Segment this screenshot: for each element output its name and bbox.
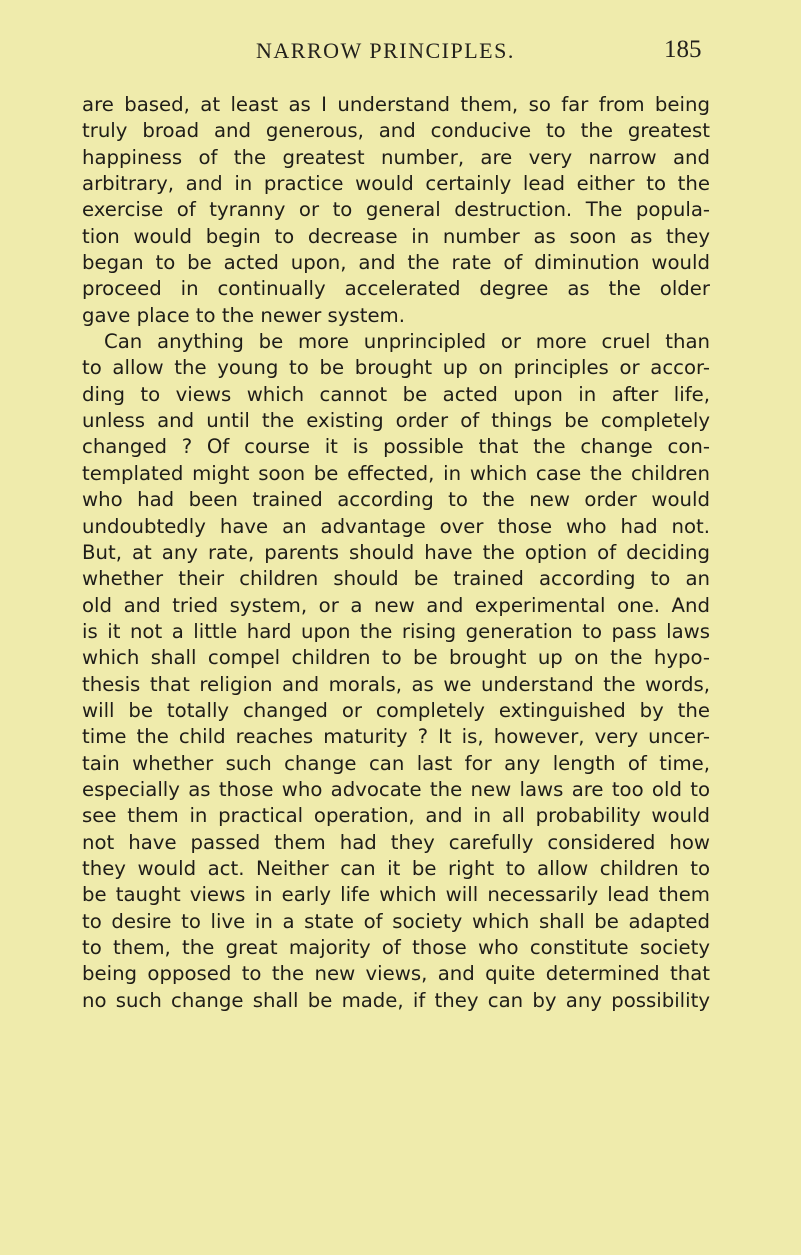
text-line: no such change shall be made, if they can by any possibility [82, 988, 710, 1012]
text-line: undoubtedly have an advantage over those who had not. [82, 514, 710, 538]
text-line: ding to views which cannot be acted upon in after life, [82, 382, 710, 406]
text-line: arbitrary, and in practice would certainly lead either to the [82, 172, 710, 196]
text-line: they would act. Neither can it be right to allow children to [82, 856, 710, 880]
text-line: But, at any rate, parents should have the option of deciding [82, 540, 710, 564]
text-line: Can anything be more unprincipled or more cruel than [104, 330, 710, 354]
text-line: thesis that religion and morals, as we understand the words, [82, 672, 710, 696]
text-line: templated might soon be effected, in which case the children [82, 461, 710, 485]
body-text [82, 92, 710, 1014]
text-line: is it not a little hard upon the rising generation to pass laws [82, 619, 710, 643]
text-line: gave place to the newer system. [82, 303, 405, 327]
text-line: will be totally changed or completely extinguished by the [82, 698, 710, 722]
text-line: who had been trained according to the new order would [82, 488, 710, 512]
text-line: see them in practical operation, and in all probability would [82, 804, 710, 828]
text-line: to allow the young to be brought up on principles or accor- [82, 356, 710, 380]
text-line: especially as those who advocate the new laws are too old to [82, 777, 710, 801]
text-line: time the child reaches maturity ? It is, however, very uncer- [82, 725, 710, 749]
text-line: exercise of tyranny or to general destruction. The popula- [82, 198, 710, 222]
text-line: truly broad and generous, and conducive to the greatest [82, 119, 710, 143]
text-line: old and tried system, or a new and experimental one. And [82, 593, 710, 617]
text-line: being opposed to the new views, and quite determined that [82, 962, 710, 986]
text-line: changed ? Of course it is possible that the change con- [82, 435, 710, 459]
text-line: be taught views in early life which will necessarily lead them [82, 883, 710, 907]
text-line: to desire to live in a state of society which shall be adapted [82, 909, 710, 933]
text-line: began to be acted upon, and the rate of diminution would [82, 251, 710, 275]
text-line: not have passed them had they carefully considered how [82, 830, 710, 854]
text-line: which shall compel children to be brought up on the hypo- [82, 646, 710, 670]
text-line: happiness of the greatest number, are very narrow and [82, 145, 710, 169]
page-number: 185 [664, 36, 702, 63]
text-line: tion would begin to decrease in number as soon as they [82, 224, 710, 248]
text-line: are based, at least as I understand them, so far from being [82, 93, 710, 116]
text-line: proceed in continually accelerated degree as the older [82, 277, 710, 301]
text-line: tain whether such change can last for any length of time, [82, 751, 710, 775]
text-line: to them, the great majority of those who constitute society [82, 936, 710, 959]
text-line: whether their children should be trained according to an [82, 567, 710, 591]
page-header [0, 38, 801, 78]
text-line: unless and until the existing order of things be completely [82, 409, 710, 433]
running-title: NARROW PRINCIPLES. [256, 38, 515, 63]
